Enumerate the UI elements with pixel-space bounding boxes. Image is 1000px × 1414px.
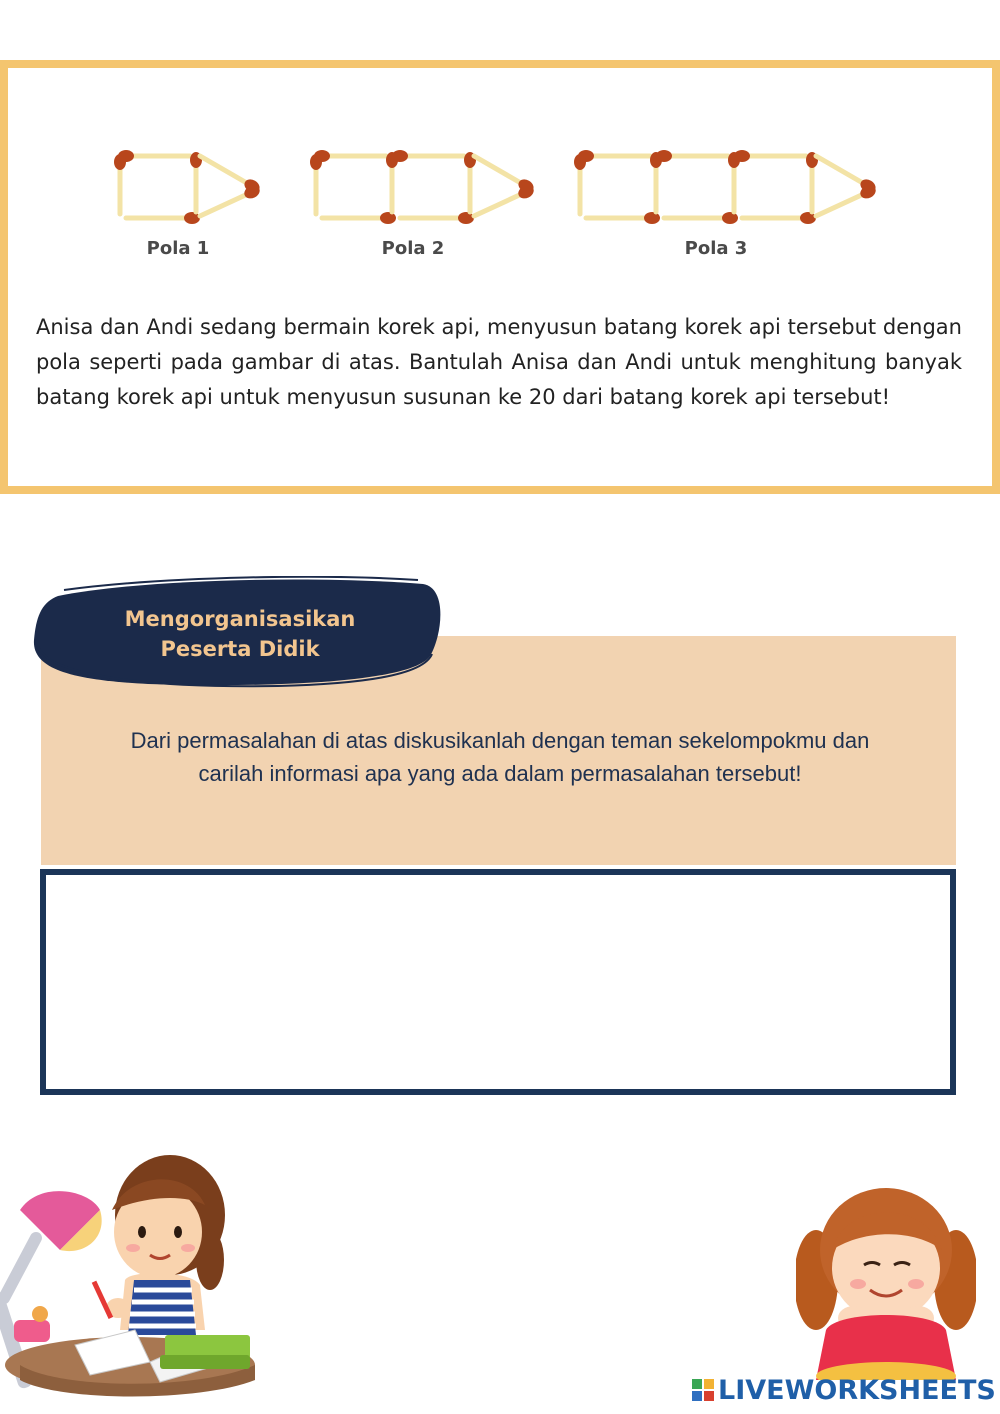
badge-title xyxy=(60,604,420,664)
badge-line-2: Peserta Didik xyxy=(160,637,320,661)
liveworksheets-logo-icon xyxy=(692,1379,714,1401)
problem-card xyxy=(0,60,1000,494)
girl-thinking-illustration xyxy=(796,1180,976,1380)
instruction-text xyxy=(80,724,920,790)
match-head xyxy=(574,154,586,170)
problem-text: Anisa dan Andi sedang bermain korek api, menyusun batang korek api tersebut dengan pola seperti pada gambar di atas. Bantulah Anisa dan Andi untuk menghitung banyak batang korek api untuk menyusun susunan ke 20 dari batang korek api tersebut! xyxy=(36,315,962,409)
matchstick xyxy=(816,192,868,216)
match-head xyxy=(114,154,126,170)
match-head xyxy=(656,150,672,162)
matchstick xyxy=(200,156,252,186)
matchstick xyxy=(200,192,252,216)
watermark-text: LIVEWORKSHEETS xyxy=(718,1374,996,1406)
matchstick xyxy=(474,192,526,216)
match-head xyxy=(734,150,750,162)
liveworksheets-watermark xyxy=(692,1372,996,1408)
pattern-label: Pola 2 xyxy=(381,238,445,259)
pattern-label: Pola 3 xyxy=(684,238,748,259)
pattern-label: Pola 1 xyxy=(146,238,210,259)
matchstick xyxy=(474,156,526,186)
matchstick xyxy=(816,156,868,186)
instruction-line-2: carilah informasi apa yang ada dalam permasalahan tersebut! xyxy=(198,761,802,786)
matchstick-patterns xyxy=(8,68,992,268)
answer-input-box[interactable] xyxy=(40,869,956,1095)
match-head xyxy=(392,150,408,162)
girl-studying-illustration xyxy=(0,1140,270,1400)
badge-line-1: Mengorganisasikan xyxy=(124,607,356,631)
instruction-line-1: Dari permasalahan di atas diskusikanlah dengan teman sekelompokmu dan xyxy=(130,728,870,753)
match-head xyxy=(310,154,322,170)
